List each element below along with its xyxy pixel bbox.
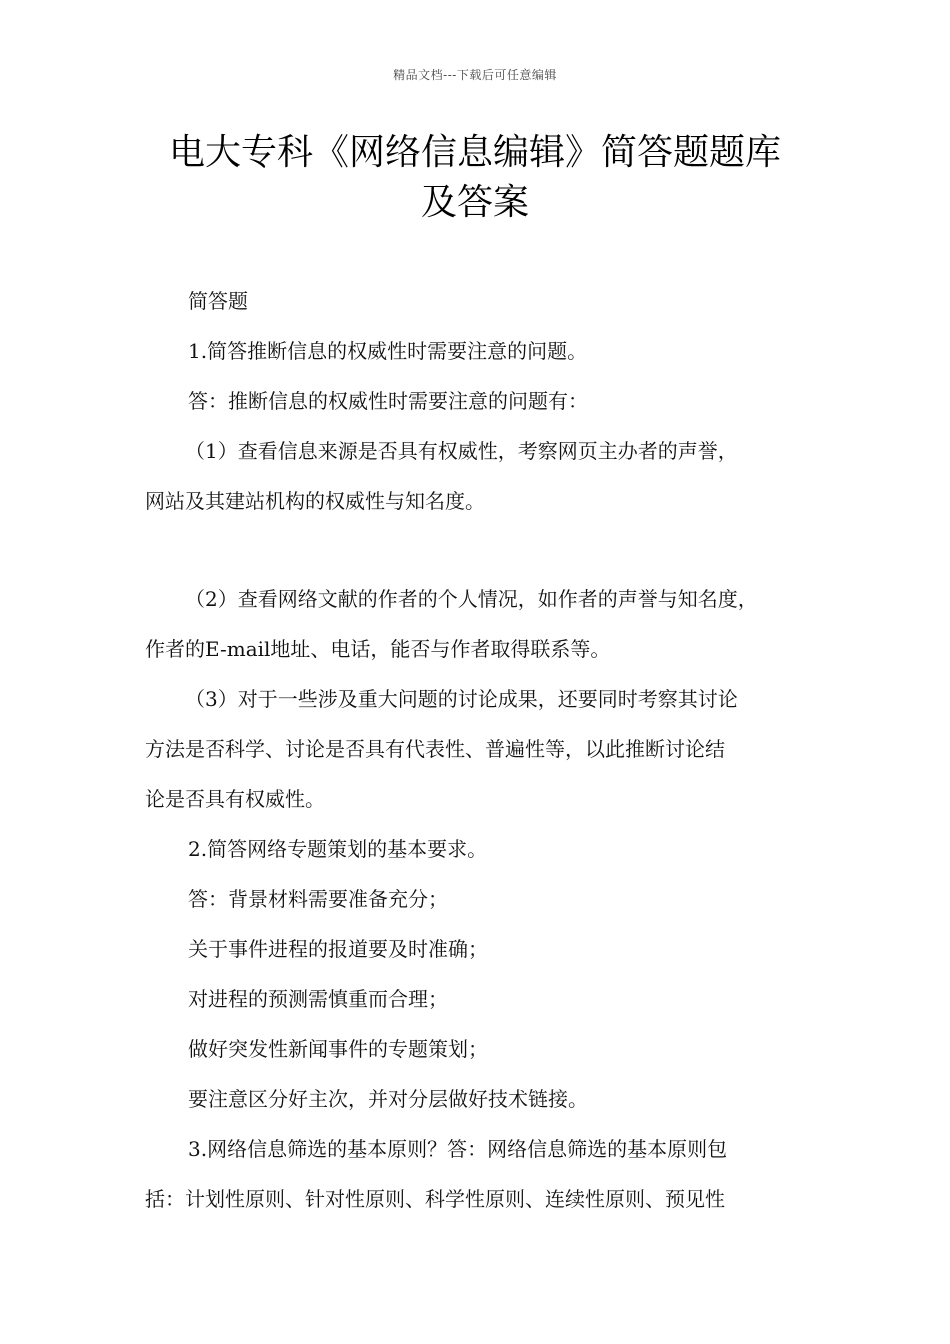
page-header-note: 精品文档---下载后可任意编辑 [393,68,557,82]
answer-3-cont: 括：计划性原则、针对性原则、科学性原则、连续性原则、预见性 [145,1187,725,1211]
title-line-2: 及答案 [420,182,529,223]
answer-2-line-5: 要注意区分好主次，并对分层做好技术链接。 [188,1087,588,1111]
question-3: 3.网络信息筛选的基本原则？答：网络信息筛选的基本原则包 [188,1137,728,1161]
answer-1-point-1-cont: 网站及其建站机构的权威性与知名度。 [145,489,485,513]
answer-2-line-1: 答：背景材料需要准备充分； [188,887,448,911]
answer-2-line-4: 做好突发性新闻事件的专题策划； [188,1037,488,1061]
document-title [120,128,830,228]
question-1: 1.简答推断信息的权威性时需要注意的问题。 [188,339,588,363]
answer-2-line-2: 关于事件进程的报道要及时准确； [188,937,488,961]
answer-1-intro: 答：推断信息的权威性时需要注意的问题有： [188,389,588,413]
answer-1-point-3-cont: 方法是否科学、讨论是否具有代表性、普遍性等，以此推断讨论结 [145,737,725,761]
answer-2-line-3: 对进程的预测需慎重而合理； [188,987,448,1011]
title-line-1: 电大专科《网络信息编辑》简答题题库 [168,132,781,173]
answer-1-point-2: （2）查看网络文献的作者的个人情况，如作者的声誉与知名度， [185,587,758,611]
answer-1-point-3: （3）对于一些涉及重大问题的讨论成果，还要同时考察其讨论 [185,687,738,711]
question-2: 2.简答网络专题策划的基本要求。 [188,837,488,861]
answer-1-point-2-cont: 作者的E-mail地址、电话，能否与作者取得联系等。 [145,637,611,661]
answer-1-point-3-cont-2: 论是否具有权威性。 [145,787,325,811]
section-heading: 简答题 [188,289,248,313]
answer-1-point-1: （1）查看信息来源是否具有权威性，考察网页主办者的声誉， [185,439,738,463]
